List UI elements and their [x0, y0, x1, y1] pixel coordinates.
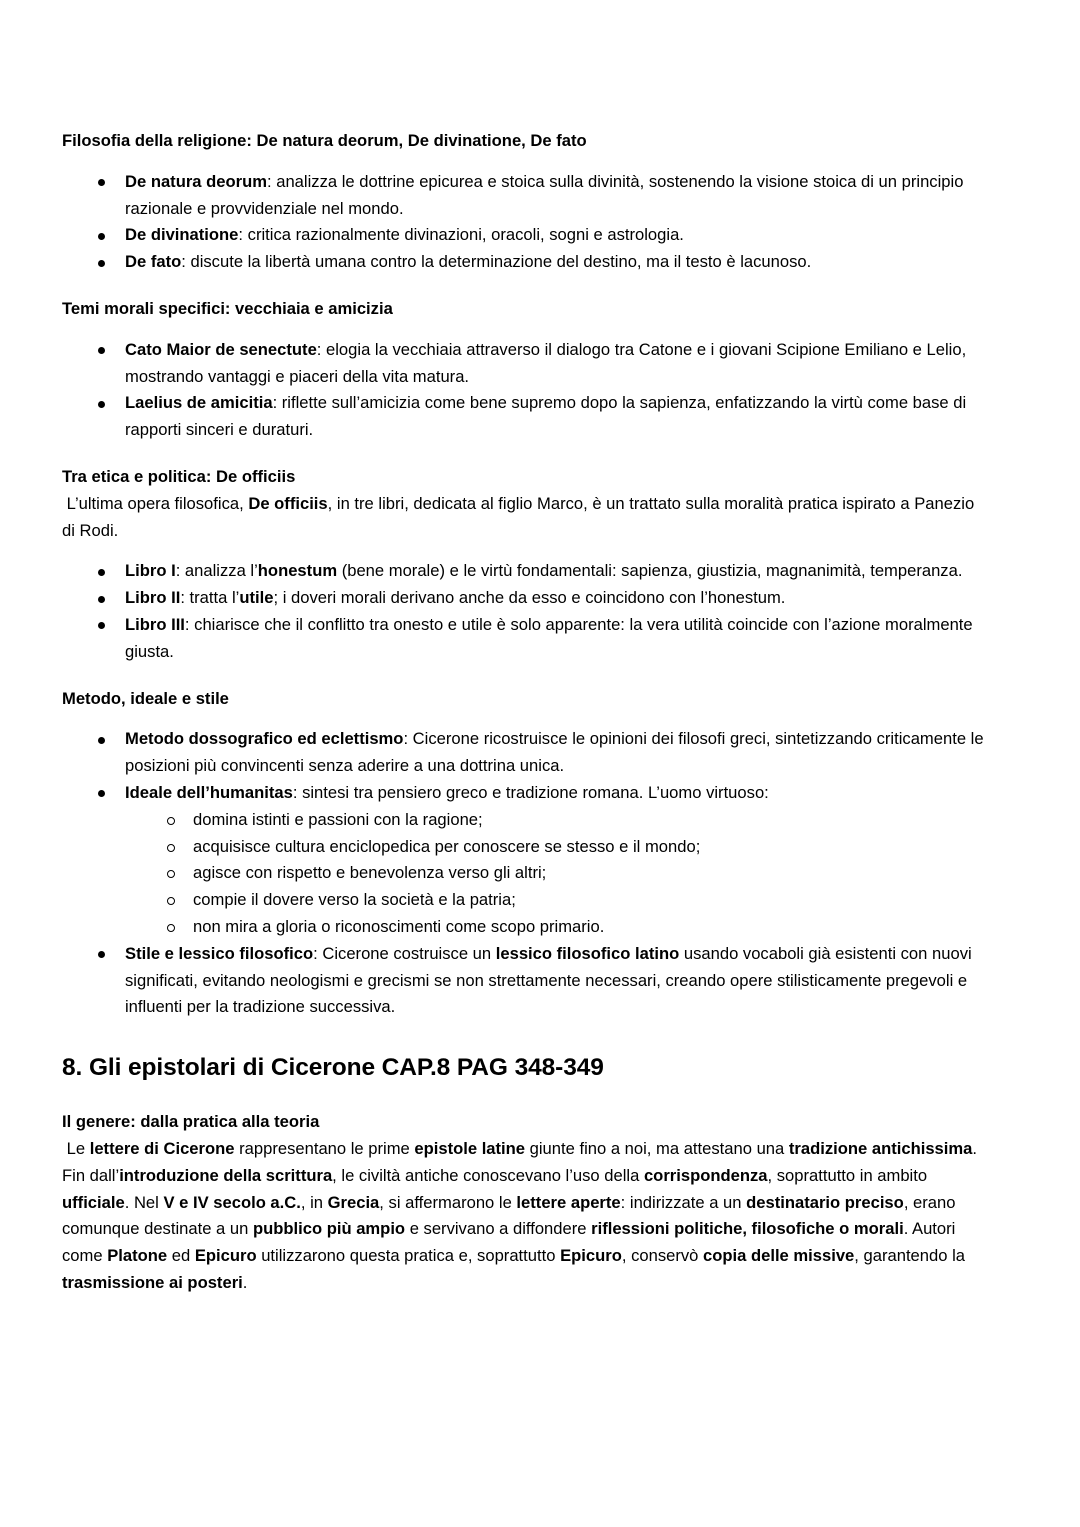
paragraph-text: : indirizzate a un: [620, 1192, 747, 1212]
spacer: [62, 444, 990, 464]
list-item-text: : Cicerone costruisce un: [313, 943, 496, 963]
list-item-text: : analizza le dottrine epicurea e stoica sulla divinità, sostenendo la visione stoica di un principio razionale e provvidenziale nel mondo.: [125, 171, 964, 218]
list-item: [62, 249, 990, 276]
paragraph-text: . Autori come: [62, 1219, 956, 1266]
bullet-circle-icon: [167, 844, 175, 852]
paragraph-bold: ufficiale: [62, 1192, 125, 1212]
paragraph-text: , in tre libri, dedicata al figlio Marco, è un trattato sulla moralità pratica ispirato a Panezio di Rodi.: [62, 493, 975, 540]
list-item-term: Metodo dossografico ed eclettismo: [125, 729, 404, 749]
sub-bullet-list-humanitas: [125, 807, 990, 941]
list-item: [62, 585, 990, 612]
bullet-circle-icon: [167, 817, 175, 825]
paragraph-bold: Epicuro: [194, 1246, 257, 1266]
sub-list-item-text: agisce con rispetto e benevolenza verso gli altri;: [193, 863, 547, 883]
list-item-term: Libro II: [125, 588, 181, 608]
section-heading-etica-politica: Tra etica e politica: De officiis: [62, 466, 296, 486]
list-item: [62, 780, 990, 941]
list-item-term: Cato Maior de senectute: [125, 339, 317, 359]
paragraph-text: , si affermarono le: [379, 1192, 517, 1212]
list-item-bold: utile: [239, 588, 274, 608]
list-item: [62, 726, 990, 780]
paragraph-text: L’ultima opera filosofica,: [66, 493, 249, 513]
bullet-circle-icon: [167, 870, 175, 878]
bullet-disc-icon: [98, 596, 105, 603]
paragraph-text: giunte fino a noi, ma attestano una: [525, 1138, 789, 1158]
bullet-disc-icon: [98, 347, 105, 354]
sub-list-item: [125, 914, 990, 941]
list-item-term: Libro I: [125, 561, 176, 581]
sub-list-item: [125, 807, 990, 834]
list-item-text: : elogia la vecchiaia attraverso il dialogo tra Catone e i giovani Scipione Emiliano e Lelio, mostrando vantaggi e piaceri della vita matura.: [125, 339, 967, 386]
paragraph-bold: lettere di Cicerone: [89, 1138, 235, 1158]
sub-list-item-text: non mira a gloria o riconoscimenti come scopo primario.: [193, 916, 605, 936]
list-item-term: Libro III: [125, 614, 185, 634]
bullet-list-filosofia-religione: [62, 169, 990, 276]
chapter-paragraph: [62, 1136, 990, 1297]
bullet-list-temi-morali: [62, 337, 990, 444]
spacer: [62, 1021, 990, 1051]
bullet-disc-icon: [98, 737, 105, 744]
paragraph-bold: destinatario preciso: [746, 1192, 904, 1212]
list-item: [62, 169, 990, 223]
paragraph-bold: V e IV secolo a.C.: [163, 1192, 301, 1212]
spacer: [62, 276, 990, 296]
chapter-title: 8. Gli epistolari di Cicerone CAP.8 PAG 348-349: [62, 1054, 604, 1082]
paragraph-bold: copia delle missive: [703, 1246, 855, 1266]
bullet-disc-icon: [98, 622, 105, 629]
list-item: [62, 941, 990, 1021]
paragraph-bold: corrispondenza: [643, 1165, 768, 1185]
bullet-disc-icon: [98, 233, 105, 240]
bullet-circle-icon: [167, 924, 175, 932]
paragraph-text: , le civiltà antiche conoscevano l’uso della: [332, 1165, 644, 1185]
paragraph-de-officiis: [62, 491, 990, 545]
bullet-circle-icon: [167, 897, 175, 905]
spacer: [62, 544, 990, 558]
sub-list-item-text: acquisisce cultura enciclopedica per conoscere se stesso e il mondo;: [193, 836, 701, 856]
document-body: [62, 128, 990, 1297]
spacer: [62, 712, 990, 726]
list-item-bold: honestum: [257, 561, 338, 581]
list-item-text: : riflette sull’amicizia come bene supremo dopo la sapienza, enfatizzando la virtù come base di rapporti sinceri e duraturi.: [125, 393, 967, 440]
paragraph-text: , conservò: [621, 1246, 704, 1266]
list-item-term: De fato: [125, 252, 182, 272]
sub-list-item-text: compie il dovere verso la società e la patria;: [193, 890, 516, 910]
bullet-list-metodo: [62, 726, 990, 1021]
paragraph-text: Le: [66, 1138, 90, 1158]
paragraph-text: e servivano a diffondere: [405, 1219, 592, 1239]
paragraph-text: , soprattutto in ambito: [767, 1165, 928, 1185]
paragraph-bold: pubblico più ampio: [252, 1219, 406, 1239]
sub-list-item-text: domina istinti e passioni con la ragione;: [193, 809, 483, 829]
paragraph-text: , in: [300, 1192, 328, 1212]
list-item-term: Laelius de amicitia: [125, 393, 273, 413]
sub-list-item: [125, 834, 990, 861]
list-item-text: : sintesi tra pensiero greco e tradizione romana. L’uomo virtuoso:: [292, 782, 769, 802]
list-item-term: Ideale dell’humanitas: [125, 782, 293, 802]
paragraph-bold: Epicuro: [560, 1246, 622, 1266]
sub-list-item: [125, 860, 990, 887]
spacer: [62, 1085, 990, 1109]
list-item-text: (bene morale) e le virtù fondamentali: sapienza, giustizia, magnanimità, temperanza.: [337, 561, 963, 581]
bullet-disc-icon: [98, 790, 105, 797]
list-item-text: : Cicerone ricostruisce le opinioni dei filosofi greci, sintetizzando criticamente le posizioni più convincenti senza aderire a una dottrina unica.: [125, 729, 984, 776]
list-item-term: De divinatione: [125, 225, 239, 245]
paragraph-text: rappresentano le prime: [234, 1138, 415, 1158]
section-heading-metodo-ideale-stile: Metodo, ideale e stile: [62, 688, 229, 708]
paragraph-text: , garantendo la: [854, 1246, 965, 1266]
bullet-disc-icon: [98, 401, 105, 408]
bullet-disc-icon: [98, 569, 105, 576]
paragraph-bold: De officiis: [248, 493, 328, 513]
bullet-disc-icon: [98, 951, 105, 958]
spacer: [62, 666, 990, 686]
section-heading-temi-morali: Temi morali specifici: vecchiaia e amicizia: [62, 298, 393, 318]
list-item-bold: lessico filosofico latino: [495, 943, 680, 963]
list-item: [62, 390, 990, 444]
list-item-text: : discute la libertà umana contro la determinazione del destino, ma il testo è lacunoso.: [181, 252, 812, 272]
list-item: [62, 612, 990, 666]
list-item: [62, 558, 990, 585]
paragraph-text: . Nel: [124, 1192, 164, 1212]
section-heading-filosofia-religione: Filosofia della religione: De natura deorum, De divinatione, De fato: [62, 131, 587, 150]
spacer: [62, 323, 990, 337]
list-item-term: Stile e lessico filosofico: [125, 943, 314, 963]
bullet-list-libri: [62, 558, 990, 665]
paragraph-bold: riflessioni politiche, filosofiche o morali: [591, 1219, 904, 1239]
paragraph-bold: epistole latine: [414, 1138, 526, 1158]
sub-list-item: [125, 887, 990, 914]
bullet-disc-icon: [98, 179, 105, 186]
list-item-text: : tratta l’: [180, 588, 240, 608]
paragraph-bold: tradizione antichissima: [788, 1138, 973, 1158]
list-item: [62, 337, 990, 391]
bullet-disc-icon: [98, 260, 105, 267]
paragraph-bold: lettere aperte: [516, 1192, 621, 1212]
paragraph-text: , erano comunque destinate a un: [62, 1192, 956, 1239]
list-item-term: De natura deorum: [125, 171, 267, 191]
paragraph-text: . Fin dall’: [62, 1138, 978, 1185]
list-item: [62, 222, 990, 249]
chapter-subheading: Il genere: dalla pratica alla teoria: [62, 1112, 320, 1132]
list-item-text: : analizza l’: [175, 561, 258, 581]
list-item-text: usando vocaboli già esistenti con nuovi significati, evitando neologismi e grecismi se non strettamente necessari, creando opere stilisticamente pregevoli e influenti per la tradizione successiva.: [125, 943, 972, 1017]
paragraph-text: ed: [167, 1246, 195, 1266]
list-item-text: : critica razionalmente divinazioni, oracoli, sogni e astrologia.: [238, 225, 684, 245]
paragraph-bold: introduzione della scrittura: [119, 1165, 333, 1185]
list-item-text: ; i doveri morali derivano anche da esso e coincidono con l’honestum.: [273, 588, 786, 608]
paragraph-bold: Platone: [107, 1246, 168, 1266]
paragraph-text: utilizzarono questa pratica e, soprattutto: [256, 1246, 561, 1266]
list-item-text: : chiarisce che il conflitto tra onesto e utile è solo apparente: la vera utilità coincide con l’azione moralmente giusta.: [125, 614, 973, 661]
paragraph-bold: Grecia: [327, 1192, 380, 1212]
spacer: [62, 155, 990, 169]
paragraph-bold: trasmissione ai posteri: [62, 1272, 243, 1292]
paragraph-text: .: [242, 1272, 248, 1292]
